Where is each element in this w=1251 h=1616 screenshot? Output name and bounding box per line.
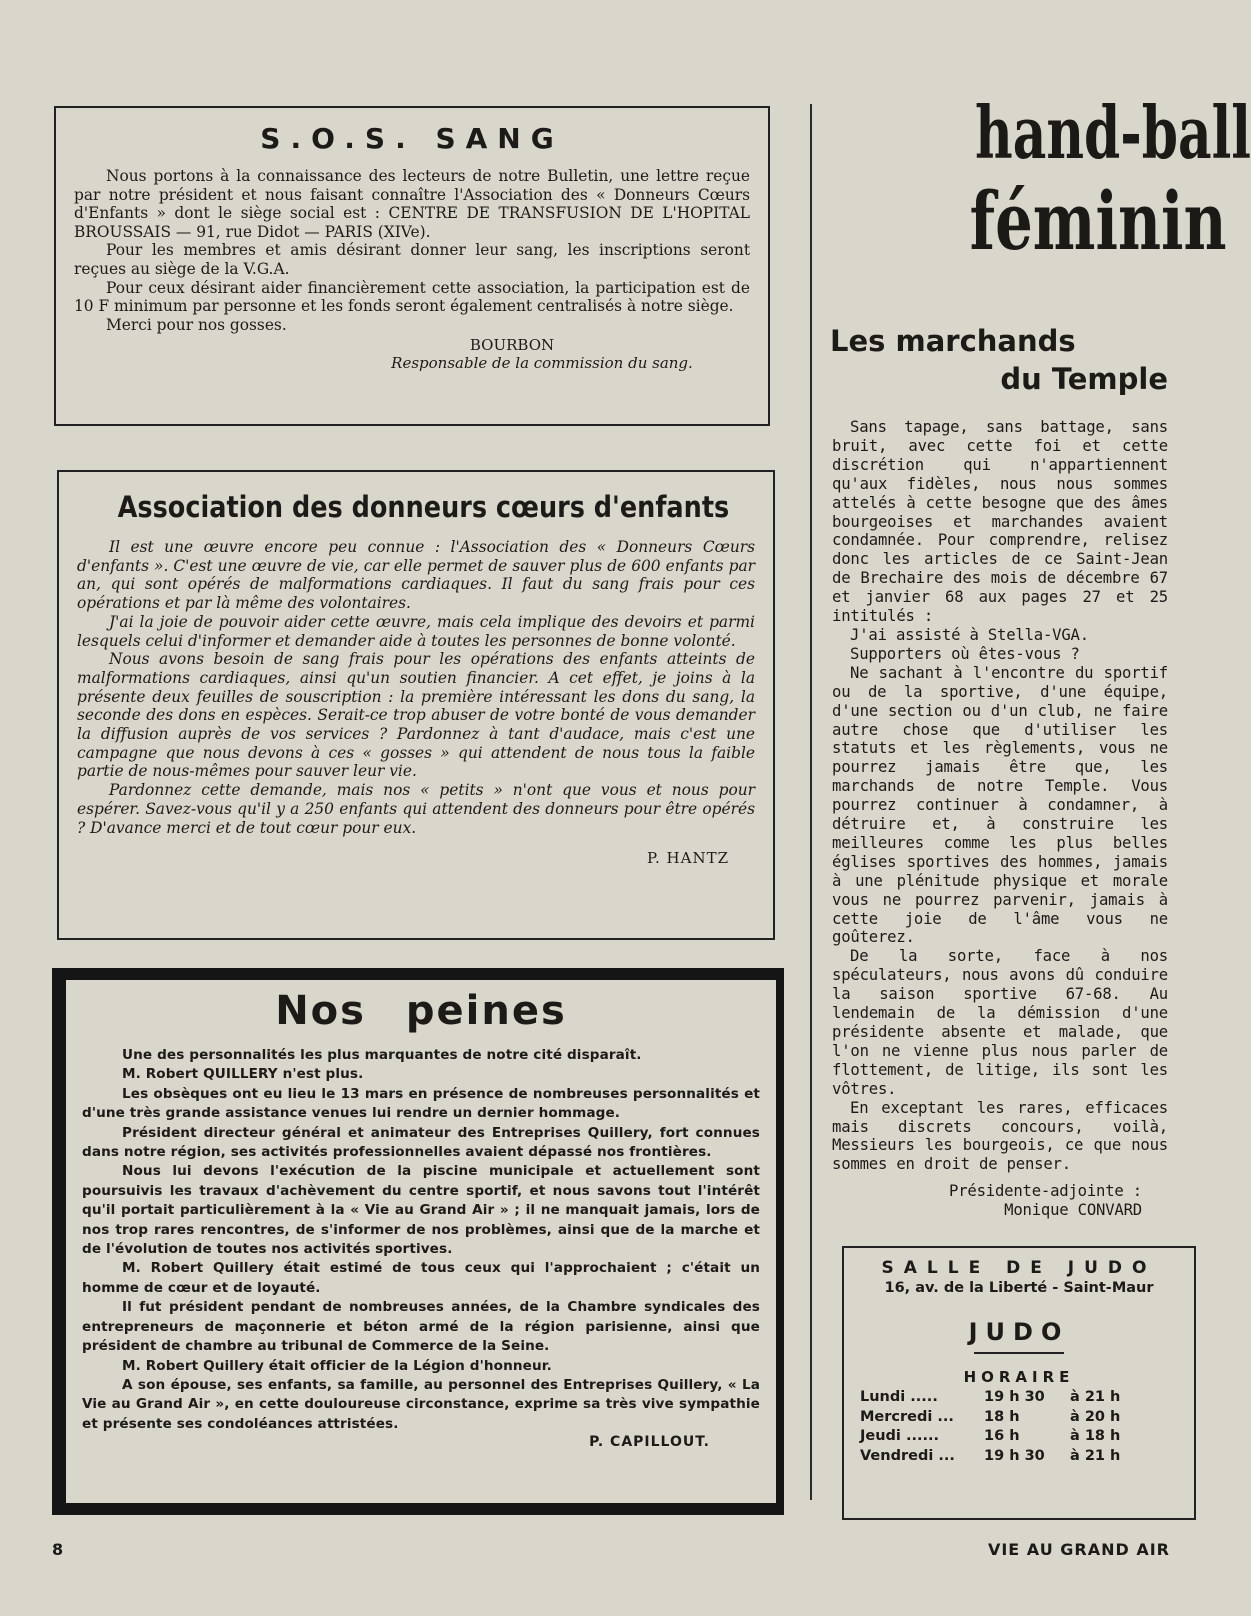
- judo-advertisement: [842, 1246, 1196, 1520]
- schedule-row: [860, 1447, 1178, 1467]
- schedule-row: [860, 1408, 1178, 1428]
- sos-sang-article: [54, 106, 770, 426]
- nos-peines-article: [52, 968, 784, 1515]
- judo-venue: SALLE DE JUDO: [881, 1258, 1157, 1278]
- nos-peines-title: Nos peines: [275, 988, 567, 1034]
- judo-title: JUDO: [968, 1318, 1070, 1346]
- marchands-signature-name: Monique CONVARD: [1004, 1201, 1142, 1220]
- page-number: 8: [52, 1540, 64, 1559]
- marchands-paragraph: J'ai assisté à Stella-VGA.: [850, 625, 1089, 644]
- handball-heading-line2: féminin: [969, 174, 1227, 268]
- marchands-paragraph: De la sorte, face à nos spéculateurs, nous avons dû conduire la saison sportive 67-68. Au lendemain de la démission d'une présidente absente et malade, que l'on ne vienne plus nous parler de flottement, de litige, ils sont les vôtres.: [832, 947, 1168, 1098]
- schedule-to: à 21 h: [1070, 1389, 1121, 1405]
- peines-paragraph: Une des personnalités les plus marquantes de notre cité disparaît.: [122, 1047, 642, 1063]
- association-paragraph: J'ai la joie de pouvoir aider cette œuvre, mais cela implique des devoirs et parmi lesquels celui d'informer et demander aide à toutes les personnes de bonne volonté.: [77, 612, 755, 650]
- schedule-to: à 20 h: [1070, 1408, 1121, 1425]
- sos-paragraph: Nous portons à la connaissance des lecteurs de notre Bulletin, une lettre reçue par notre président et nous faisant connaître l'Association des « Donneurs Cœurs d'Enfants » dont le siège social est : CENTRE DE TRANSFUSION DE L'HOPITAL BROUSSAIS — 91, rue Didot — PARIS (XIVe).: [74, 167, 750, 241]
- magazine-name: VIE AU GRAND AIR: [987, 1540, 1170, 1559]
- schedule-to: à 18 h: [1070, 1428, 1121, 1444]
- schedule-day: Jeudi ......: [860, 1428, 939, 1444]
- peines-paragraph: Nous lui devons l'exécution de la piscine municipale et actuellement sont poursuivis les travaux d'achèvement du centre sportif, et nous savons tout l'intérêt qu'il portait particulièrement à la « Vie au Grand Air » ; il ne manquait jamais, lors de nos trop rares rencontres, de s'informer de nos problèmes, ainsi que de la marche et de l'évolution de toutes nos activités sportives.: [82, 1163, 760, 1258]
- association-paragraph: Nous avons besoin de sang frais pour les opérations des enfants atteints de malformations cardiaques, ainsi qu'un soutien financier. A cet effet, je joins à la présente deux feuilles de souscription : la première intéressant les dons du sang, la seconde des dons en espèces. Serait-ce trop abuser de votre bonté de vous demander la diffusion auprès de vos services ? Pardonnez à tant d'audace, mais c'est une campagne que nous devons à ces « gosses » qui attendent de nous tous la faible partie de nous-mêmes pour sauver leur vie.: [77, 650, 755, 781]
- column-divider: [810, 104, 812, 1500]
- schedule-day: Vendredi ...: [860, 1447, 955, 1464]
- peines-paragraph: M. Robert QUILLERY n'est plus.: [122, 1066, 364, 1083]
- schedule-day: Mercredi ...: [860, 1408, 954, 1425]
- sos-signature-role: Responsable de la commission du sang.: [391, 354, 693, 373]
- sos-paragraph: Pour les membres et amis désirant donner leur sang, les inscriptions seront reçues au siège de la V.G.A.: [74, 241, 750, 278]
- schedule-from: 19 h 30: [984, 1447, 1045, 1464]
- marchands-paragraph: En exceptant les rares, efficaces mais discrets concours, voilà, Messieurs les bourgeois, ce que nous sommes en droit de penser.: [832, 1098, 1168, 1174]
- peines-paragraph: M. Robert Quillery était officier de la Légion d'honneur.: [122, 1357, 552, 1374]
- schedule-to: à 21 h: [1070, 1447, 1121, 1464]
- schedule-from: 19 h 30: [984, 1389, 1045, 1405]
- sos-sang-title: S.O.S. SANG: [260, 122, 564, 155]
- marchands-heading-line2: du Temple: [1000, 362, 1168, 396]
- sos-paragraph: Pour ceux désirant aider financièrement cette association, la participation est de 10 F minimum par personne et les fonds seront également centralisés à notre siège.: [74, 278, 750, 316]
- association-title: Association des donneurs cœurs d'enfants: [117, 490, 730, 524]
- marchands-paragraph: Supporters où êtes-vous ?: [850, 644, 1080, 663]
- marchands-article-body: [832, 418, 1168, 1220]
- schedule-day: Lundi .....: [860, 1389, 938, 1405]
- sos-paragraph: Merci pour nos gosses.: [106, 315, 287, 334]
- peines-paragraph: A son épouse, ses enfants, sa famille, au personnel des Entreprises Quillery, « La Vie au Grand Air », en cette douloureuse circonstance, exprime sa très vive sympathie et présente ses condoléances attristées.: [82, 1376, 760, 1432]
- schedule-row: [860, 1388, 1178, 1408]
- association-article: [57, 470, 775, 940]
- handball-heading: [900, 90, 1251, 268]
- judo-divider: [974, 1352, 1064, 1354]
- sos-signature: BOURBON: [469, 336, 555, 355]
- peines-signature: P. CAPILLOUT.: [589, 1434, 710, 1451]
- marchands-paragraph: Ne sachant à l'encontre du sportif ou de la sportive, d'une équipe, d'une section ou d'un club, ne faire autre chose que d'utiliser les statuts et les règlements, vous ne pourrez jamais être que, les marchands de notre Temple. Vous pourrez continuer à condamner, à détruire et, à construire les meilleures comme les plus belles églises sportives des hommes, jamais à une plénitude physique et morale vous ne pourrez parvenir, jamais à cette joie de l'âme vous ne goûterez.: [832, 663, 1168, 947]
- marchands-heading: [830, 322, 1168, 398]
- handball-heading-line1: hand-ball: [975, 90, 1251, 175]
- association-paragraph: Il est une œuvre encore peu connue : l'Association des « Donneurs Cœurs d'enfants ». C'est une œuvre de vie, car elle permet de sauver plus de 600 enfants par an, qui sont opérés de malformations cardiaques. Il faut du sang frais pour ces opérations et par là même des volontaires.: [77, 538, 755, 613]
- marchands-signature-role: Présidente-adjointe :: [949, 1182, 1142, 1201]
- judo-schedule: [860, 1388, 1178, 1466]
- peines-paragraph: Les obsèques ont eu lieu le 13 mars en présence de nombreuses personnalités et d'une très grande assistance venues lui rendre un dernier hommage.: [82, 1085, 760, 1122]
- schedule-row: [860, 1427, 1178, 1447]
- judo-address: 16, av. de la Liberté - Saint-Maur: [884, 1280, 1154, 1296]
- peines-paragraph: M. Robert Quillery était estimé de tous ceux qui l'approchaient ; c'était un homme de cœur et de loyauté.: [82, 1260, 760, 1296]
- marchands-paragraph: Sans tapage, sans battage, sans bruit, avec cette foi et cette discrétion qui n'appartiennent qu'aux fidèles, nous nous sommes attelés à cette besogne que des âmes bourgeoises et marchandes avaient condamnée. Pour comprendre, relisez donc les articles de ce Saint-Jean de Brechaire des mois de décembre 67 et janvier 68 aux pages 27 et 25 intitulés :: [832, 418, 1168, 626]
- judo-schedule-label: HORAIRE: [963, 1368, 1075, 1386]
- schedule-from: 16 h: [984, 1428, 1020, 1444]
- association-paragraph: Pardonnez cette demande, mais nos « petits » n'ont que vous et nous pour espérer. Savez-vous qu'il y a 250 enfants qui attendent des donneurs pour être opérés ? D'avance merci et de tout cœur pour eux.: [77, 781, 755, 837]
- peines-paragraph: Il fut président pendant de nombreuses années, de la Chambre syndicales des entrepreneurs de maçonnerie et béton armé de la région parisienne, ainsi que président de chambre au tribunal de Commerce de la Seine.: [82, 1299, 760, 1355]
- marchands-heading-line1: Les marchands: [830, 324, 1076, 358]
- association-signature: P. HANTZ: [646, 849, 729, 868]
- peines-paragraph: Président directeur général et animateur des Entreprises Quillery, fort connues dans notre région, ses activités professionnelles avaient dépassé nos frontières.: [82, 1124, 760, 1161]
- schedule-from: 18 h: [984, 1408, 1020, 1425]
